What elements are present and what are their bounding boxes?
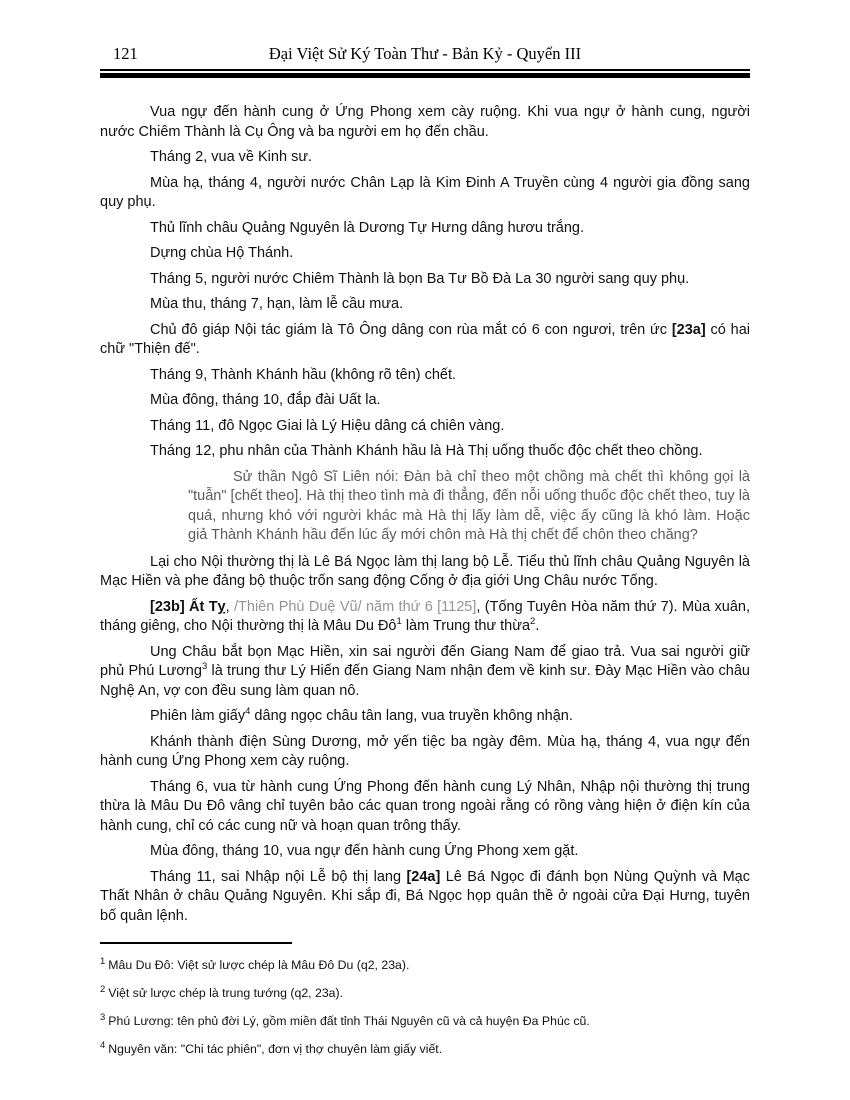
text-run: , (Tống Tuyên Hòa năm thứ 7). Mùa xuân, tháng giêng, cho Nội thường thị là Mâu Du Đô	[100, 598, 750, 634]
paragraph	[100, 219, 750, 239]
text-run: Lê Bá Ngọc đi đánh bọn Nùng Quỳnh và Mạc Thất Nhân ở châu Quảng Nguyên. Khi sắp đi, Bá Ngọc họp quân thề ở ngoài cửa Đại Hưng, tuyên bố quân lệnh.	[100, 868, 750, 924]
paragraph	[100, 442, 750, 462]
text-run: làm Trung thư thừa	[401, 618, 531, 634]
footnote-ref: 4	[245, 706, 251, 718]
text-run: Mùa thu, tháng 7, hạn, làm lễ cầu mưa.	[150, 296, 404, 312]
paragraph	[100, 778, 750, 837]
paragraph	[100, 244, 750, 264]
paragraph	[100, 103, 750, 142]
folio-marker: [23b] Ất Tỵ	[150, 598, 226, 615]
footnote-number: 1	[100, 955, 106, 967]
paragraph	[100, 553, 750, 592]
paragraph	[100, 295, 750, 315]
footnote-number: 3	[100, 1011, 106, 1023]
text-run: Sử thần Ngô Sĩ Liên nói: Đàn bà chỉ theo một chồng mà chết thì không gọi là "tuẫn" [chết theo]. Hà thị theo tình mà đi thẳng, đến nỗi uống thuốc độc chết theo, tuy là quá, nhưng khó với người khác mà Hà thị lấy làm dễ, việc ấy cũng là khó làm. Hoặc giả Thành Khánh hầu đến lúc ấy mới chôn mà Hà thị chết để chôn theo chăng?	[188, 468, 750, 543]
footnote-number: 2	[100, 983, 106, 995]
text-run: Tháng 6, vua từ hành cung Ứng Phong đến hành cung Lý Nhân, Nhập nội thường thị trung thừa là Mâu Du Đô vâng chỉ tuyên bảo các quan trong ngoài rằng có rồng vàng hiện ở điện kín của hành cung, chỉ có các cung nữ và hoạn quan trông thấy.	[100, 778, 750, 834]
header-rule	[100, 73, 750, 78]
footnote-ref: 2	[530, 616, 536, 628]
paragraph	[100, 868, 750, 927]
paragraph	[100, 174, 750, 213]
paragraph	[100, 148, 750, 168]
footnotes	[100, 955, 750, 1057]
footnote-separator	[100, 942, 292, 944]
era-name: /Thiên Phù Duệ Vũ/ năm thứ 6 [1125]	[234, 598, 477, 615]
text-run: Dựng chùa Hộ Thánh.	[150, 245, 294, 261]
body-text	[100, 103, 750, 926]
text-run: Tháng 12, phu nhân của Thành Khánh hầu là Hà Thị uống thuốc độc chết theo chồng.	[150, 443, 703, 459]
text-run: có hai chữ "Thiện đế".	[100, 321, 750, 357]
text-run: Tháng 11, sai Nhập nội Lễ bộ thị lang	[150, 868, 407, 885]
text-run: Tháng 5, người nước Chiêm Thành là bọn Ba Tư Bồ Đà La 30 người sang quy phụ.	[150, 270, 690, 287]
text-run: Tháng 2, vua về Kinh sư.	[150, 149, 313, 165]
footnote-text: Nguyên văn: "Chi tác phiên", đơn vị thợ chuyên làm giấy viết.	[108, 1042, 443, 1056]
text-run: ,	[225, 598, 235, 615]
page-number: 121	[113, 44, 138, 63]
paragraph	[100, 707, 750, 727]
paragraph	[100, 366, 750, 386]
footnote-number: 4	[100, 1039, 106, 1051]
text-run: Tháng 11, đô Ngọc Giai là Lý Hiệu dâng cá chiên vàng.	[150, 417, 505, 434]
footnote	[100, 1011, 750, 1029]
text-run: Tháng 9, Thành Khánh hầu (không rõ tên) chết.	[150, 366, 457, 383]
page-header	[100, 44, 750, 71]
footnote-ref: 3	[201, 661, 208, 673]
page-title: Đại Việt Sử Ký Toàn Thư - Bản Kỷ - Quyển III	[268, 44, 582, 63]
text-run: Vua ngự đến hành cung ở Ứng Phong xem cày ruộng. Khi vua ngự ở hành cung, người nước Chiêm Thành là Cụ Ông và ba người em họ đến chầu.	[100, 104, 750, 140]
text-run: Khánh thành điện Sùng Dương, mở yến tiệc ba ngày đêm. Mùa hạ, tháng 4, vua ngự đến hành cung Ứng Phong xem cày ruộng.	[100, 733, 750, 769]
paragraph	[100, 321, 750, 360]
footnote	[100, 983, 750, 1001]
text-run: Thủ lĩnh châu Quảng Nguyên là Dương Tự Hưng dâng hươu trắng.	[150, 219, 585, 236]
paragraph	[100, 598, 750, 637]
text-run: Mùa hạ, tháng 4, người nước Chân Lạp là Kim Đinh A Truyền cùng 4 người gia đồng sang quy phụ.	[100, 174, 750, 210]
footnote-text: Phú Lương: tên phủ đời Lý, gồm miền đất tỉnh Thái Nguyên cũ và cả huyện Đa Phúc cũ.	[108, 1014, 590, 1028]
text-run: Ung Châu bắt bọn Mạc Hiền, xin sai người đến Giang Nam để giao trả. Vua sai người giữ phủ Phú Lương	[100, 643, 750, 679]
historian-comment	[188, 468, 750, 546]
paragraph	[100, 643, 750, 702]
text-run: Chủ đô giáp Nội tác giám là Tô Ông dâng con rùa mắt có 6 con ngươi, trên ức	[150, 321, 672, 338]
text-run: Lại cho Nội thường thị là Lê Bá Ngọc làm thị lang bộ Lễ. Tiểu thủ lĩnh châu Quảng Nguyên là Mạc Hiền và phe đảng bộ thuộc trốn sang động Cống ở địa giới Ung Châu nước Tống.	[100, 553, 750, 589]
text-run: dâng ngọc châu tân lang, vua truyền không nhận.	[250, 708, 573, 724]
text-run: .	[535, 618, 540, 634]
footnote	[100, 1039, 750, 1057]
text-run: Mùa đông, tháng 10, vua ngự đến hành cung Ứng Phong xem gặt.	[150, 843, 579, 859]
paragraph	[100, 417, 750, 437]
footnote-text: Việt sử lược chép là trung tướng (q2, 23a).	[108, 986, 344, 1000]
paragraph	[100, 842, 750, 862]
footnote	[100, 955, 750, 973]
text-run: Mùa đông, tháng 10, đắp đài Uất la.	[150, 392, 381, 408]
paragraph	[100, 733, 750, 772]
folio-marker: [24a]	[406, 868, 441, 885]
paragraph	[100, 270, 750, 290]
text-run: Phiên làm giấy	[150, 708, 246, 724]
footnote-ref: 1	[396, 616, 402, 628]
footnote-text: Mâu Du Đô: Việt sử lược chép là Mâu Đô Du (q2, 23a).	[108, 958, 410, 972]
paragraph	[100, 391, 750, 411]
text-run: là trung thư Lý Hiến đến Giang Nam nhận đem về kinh sư. Đày Mạc Hiền vào châu Nghệ An, vợ con đều sung làm quan nô.	[100, 663, 750, 699]
folio-marker: [23a]	[671, 321, 706, 338]
